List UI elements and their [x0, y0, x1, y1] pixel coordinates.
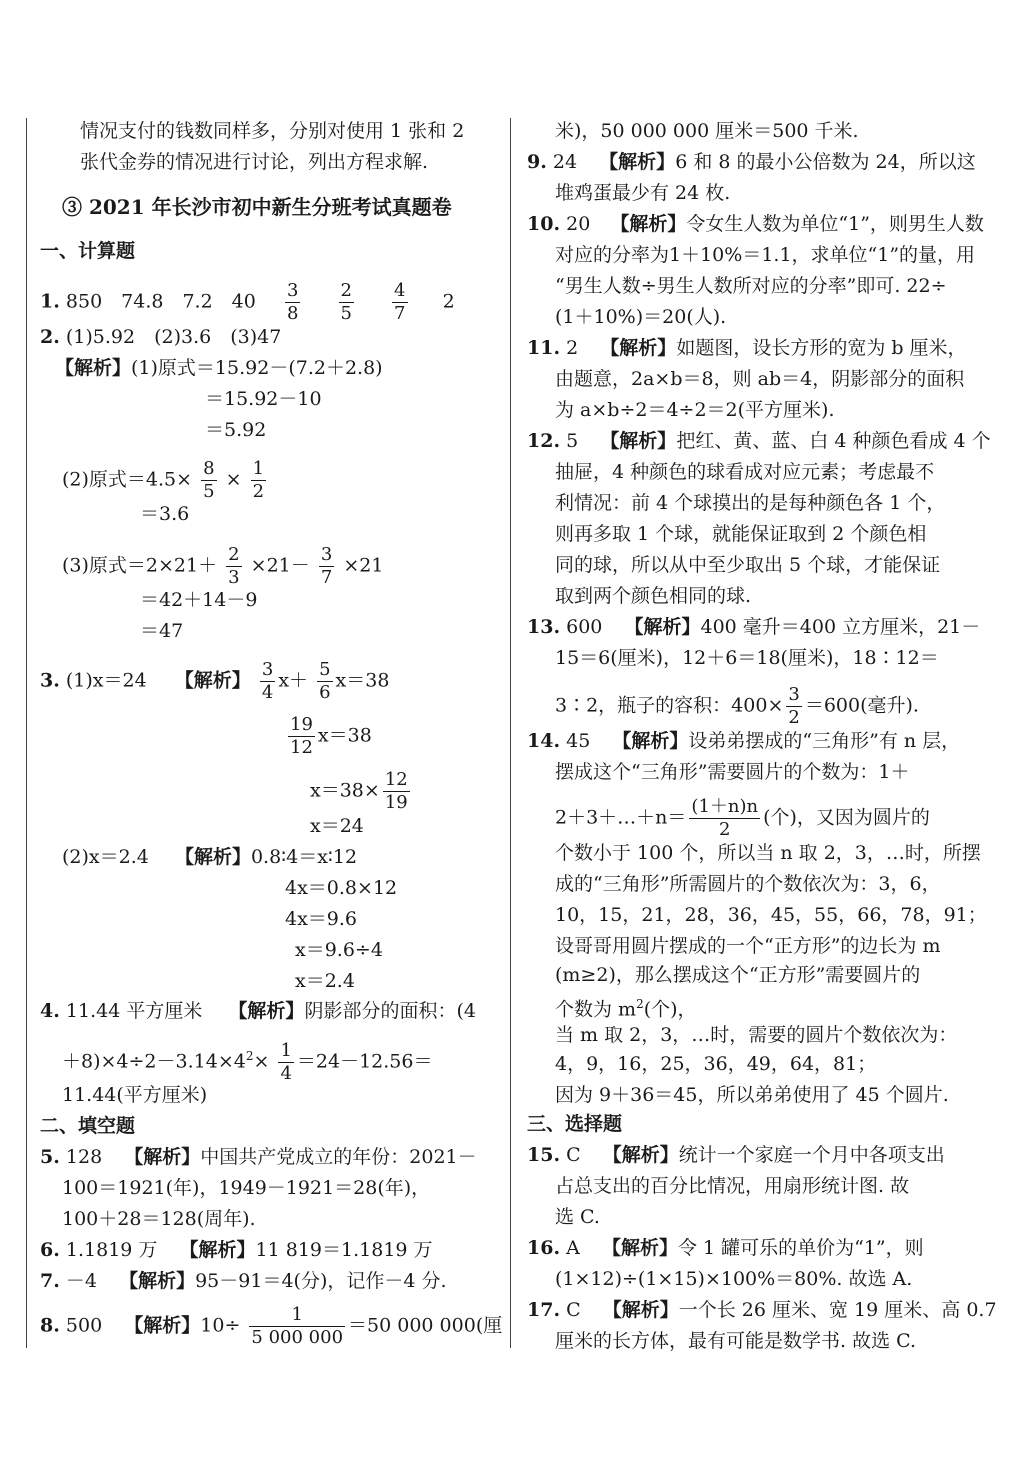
answer-15: 15. C 【解析】统计一个家庭一个月中各项支出: [527, 1144, 945, 1166]
answer-4: 4. 11.44 平方厘米 【解析】阴影部分的面积：(4: [40, 1000, 476, 1022]
solution-line: 由题意，2a×b＝8，则 ab＝4，阴影部分的面积: [555, 368, 965, 390]
section-heading: 一、计算题: [40, 240, 136, 262]
solution-line: 对应的分率为1＋10%＝1.1，求单位“1”的量，用: [555, 244, 976, 266]
solution-line: 堆鸡蛋最少有 24 枚.: [555, 182, 731, 204]
answer-14: 14. 45 【解析】设弟弟摆成的“三角形”有 n 层，: [527, 730, 961, 752]
fraction: $\frac{2}{3}$: [228, 544, 240, 588]
fraction: $\frac{5}{6}$: [319, 659, 331, 703]
answer-9: 9. 24 【解析】6 和 8 的最小公倍数为 24，所以这: [527, 151, 976, 173]
fraction: $\frac{3}{7}$: [320, 544, 333, 588]
solution-line: 利情况：前 4 个球摸出的是每种颜色各 1 个，: [555, 492, 946, 514]
answer-values: 850 74.8 7.2 40: [65, 290, 256, 313]
fraction: $\frac{1}{4}$: [280, 1040, 292, 1084]
solution-line: 占总支出的百分比情况，用扇形统计图. 故: [555, 1175, 910, 1197]
solution-line: 成的“三角形”所需圆片的个数依次为：3，6，: [555, 873, 941, 895]
solution-line: 3∶2，瓶子的容积：400× $\frac{3}{2}$ ＝600(毫升).: [555, 684, 919, 728]
solution-line: 为 a×b÷2＝4÷2＝2(平方厘米).: [555, 399, 835, 421]
solution-line: 因为 9＋36＝45，所以弟弟使用了 45 个圆片.: [555, 1084, 949, 1106]
solution-line: (1＋10%)＝20(人).: [555, 306, 727, 328]
solution-line: 摆成这个“三角形”需要圆片的个数为：1＋: [555, 761, 910, 783]
solution-line: 4x＝9.6: [285, 908, 358, 930]
answer-17: 17. C 【解析】一个长 26 厘米、宽 19 厘米、高 0.7: [527, 1299, 997, 1321]
solution-line: “男生人数÷男生人数所对应的分率”即可. 22÷: [555, 275, 947, 297]
solution-line: 则再多取 1 个球，就能保证取到 2 个颜色相: [555, 523, 927, 545]
answer-5: 5. 128 【解析】中国共产党成立的年份：2021－: [40, 1146, 477, 1168]
column-divider: [510, 118, 511, 1348]
solution-line: 个数小于 100 个，所以当 n 取 2，3，…时，所摆: [555, 842, 981, 864]
solution-line: 4，9，16，25，36，49，64，81；: [555, 1053, 877, 1075]
solution-line: x＝9.6÷4: [295, 939, 383, 961]
solution-line: (1×12)÷(1×15)×100%＝80%. 故选 A.: [555, 1268, 913, 1290]
solution-line: ＝5.92: [205, 419, 267, 441]
fraction: $\frac{19}{12}$: [290, 714, 313, 758]
solution-line: 100＋28＝128(周年).: [62, 1208, 256, 1230]
solution-line: ＝3.6: [140, 503, 190, 525]
answer-3: 3. (1)x＝24 【解析】 $\frac{3}{4}$ x＋ $\frac{5}{6}$ x＝38: [40, 659, 390, 703]
left-margin-rule: [26, 118, 27, 1348]
answer-1: 1. 850 74.8 7.2 40 $\frac{3}{8}$ $\frac{2}{5}$ $\frac{4}{7}$ 2: [40, 280, 455, 324]
solution-line: 100＝1921(年)，1949－1921＝28(年)，: [62, 1177, 431, 1199]
solution-line: x＝24: [310, 815, 364, 837]
solution-line: 【解析】(1)原式＝15.92－(7.2＋2.8): [55, 357, 383, 379]
solution-line: 当 m 取 2，3，…时，需要的圆片个数依次为：: [555, 1024, 958, 1046]
text-line: 米)，50 000 000 厘米＝500 千米.: [555, 120, 859, 142]
solution-line: 2＋3＋…＋n＝ $\frac{(1+n)n}{2}$ (个)，又因为圆片的: [555, 796, 930, 840]
section-heading: 三、选择题: [527, 1113, 623, 1135]
fraction: $\frac{3}{4}$: [261, 659, 274, 703]
fraction: $\frac{4}{7}$: [394, 280, 406, 324]
answer-11: 11. 2 【解析】如题图，设长方形的宽为 b 厘米，: [527, 337, 967, 359]
answer-12: 12. 5 【解析】把红、黄、蓝、白 4 种颜色看成 4 个: [527, 430, 991, 452]
fraction: $\frac{1}{5 000 000}$: [251, 1304, 344, 1348]
fraction: $\frac{8}{5}$: [203, 458, 215, 502]
text-line: 张代金券的情况进行讨论，列出方程求解.: [80, 151, 429, 173]
solution-line: 抽屉，4 种颜色的球看成对应元素；考虑最不: [555, 461, 935, 483]
solution-line: $+8)\times 4\div 2-3.14\times 4^2\times$ $\frac{1}{4}$ ＝24－12.56＝: [62, 1040, 433, 1084]
fraction: $\frac{1}{2}$: [252, 458, 265, 502]
q-number: 1.: [40, 290, 60, 313]
answer-13: 13. 600 【解析】400 毫升＝400 立方厘米，21－: [527, 616, 981, 638]
fraction: $\frac{12}{19}$: [384, 769, 408, 813]
solution-line: ＝15.92－10: [205, 388, 322, 410]
paper-title: ③ 2021 年长沙市初中新生分班考试真题卷: [62, 195, 452, 219]
text-line: 情况支付的钱数同样多，分别对使用 1 张和 2: [80, 120, 465, 142]
solution-line: (3)原式＝2×21＋ $\frac{2}{3}$ ×21－ $\frac{3}{7}$ ×21: [62, 544, 384, 588]
solution-line: (2)x＝2.4 【解析】0.8∶4＝x∶12: [62, 846, 358, 868]
fraction: $\frac{(1+n)n}{2}$: [691, 796, 759, 840]
solution-line: ＝47: [140, 620, 184, 642]
fraction: $\frac{2}{5}$: [340, 280, 352, 324]
solution-line: 设哥哥用圆片摆成的一个“正方形”的边长为 m: [555, 935, 941, 957]
solution-line: 个数为 $m^2$(个)，: [555, 997, 697, 1021]
solution-line: 厘米的长方体，最有可能是数学书. 故选 C.: [555, 1330, 917, 1352]
solution-line: (m≥2)，那么摆成这个“正方形”需要圆片的: [555, 964, 921, 986]
answer-16: 16. A 【解析】令 1 罐可乐的单价为“1”，则: [527, 1237, 924, 1259]
solution-line: 4x＝0.8×12: [285, 877, 398, 899]
solution-line: 10，15，21，28，36，45，55，66，78，91；: [555, 904, 987, 926]
solution-line: 同的球，所以从中至少取出 5 个球，才能保证: [555, 554, 941, 576]
answer-10: 10. 20 【解析】令女生人数为单位“1”，则男生人数: [527, 213, 984, 235]
solution-line: (2)原式＝4.5× $\frac{8}{5}$ × $\frac{1}{2}$: [62, 458, 265, 502]
solution-line: 15＝6(厘米)，12＋6＝18(厘米)，18∶12＝: [555, 647, 939, 669]
fraction: $\frac{3}{8}$: [286, 280, 299, 324]
solution-line: 11.44(平方厘米): [62, 1084, 208, 1106]
fraction: $\frac{3}{2}$: [788, 684, 800, 728]
solution-line: x＝38× $\frac{12}{19}$: [310, 769, 408, 813]
solution-line: ＝42＋14－9: [140, 589, 258, 611]
answer-6: 6. 1.1819 万 【解析】11 819＝1.1819 万: [40, 1239, 433, 1261]
solution-line: $\frac{19}{12}$ x＝38: [290, 714, 372, 758]
answer-7: 7. －4 【解析】95－91＝4(分)，记作－4 分.: [40, 1270, 447, 1292]
solution-line: 取到两个颜色相同的球.: [555, 585, 752, 607]
answer-2: 2. (1)5.92 (2)3.6 (3)47: [40, 326, 282, 348]
section-heading: 二、填空题: [40, 1115, 136, 1137]
solution-line: 选 C.: [555, 1206, 600, 1228]
solution-line: x＝2.4: [295, 970, 355, 992]
answer-8: 8. 500 【解析】10÷ $\frac{1}{5 000 000}$ ＝50 000 000(厘: [40, 1304, 503, 1348]
